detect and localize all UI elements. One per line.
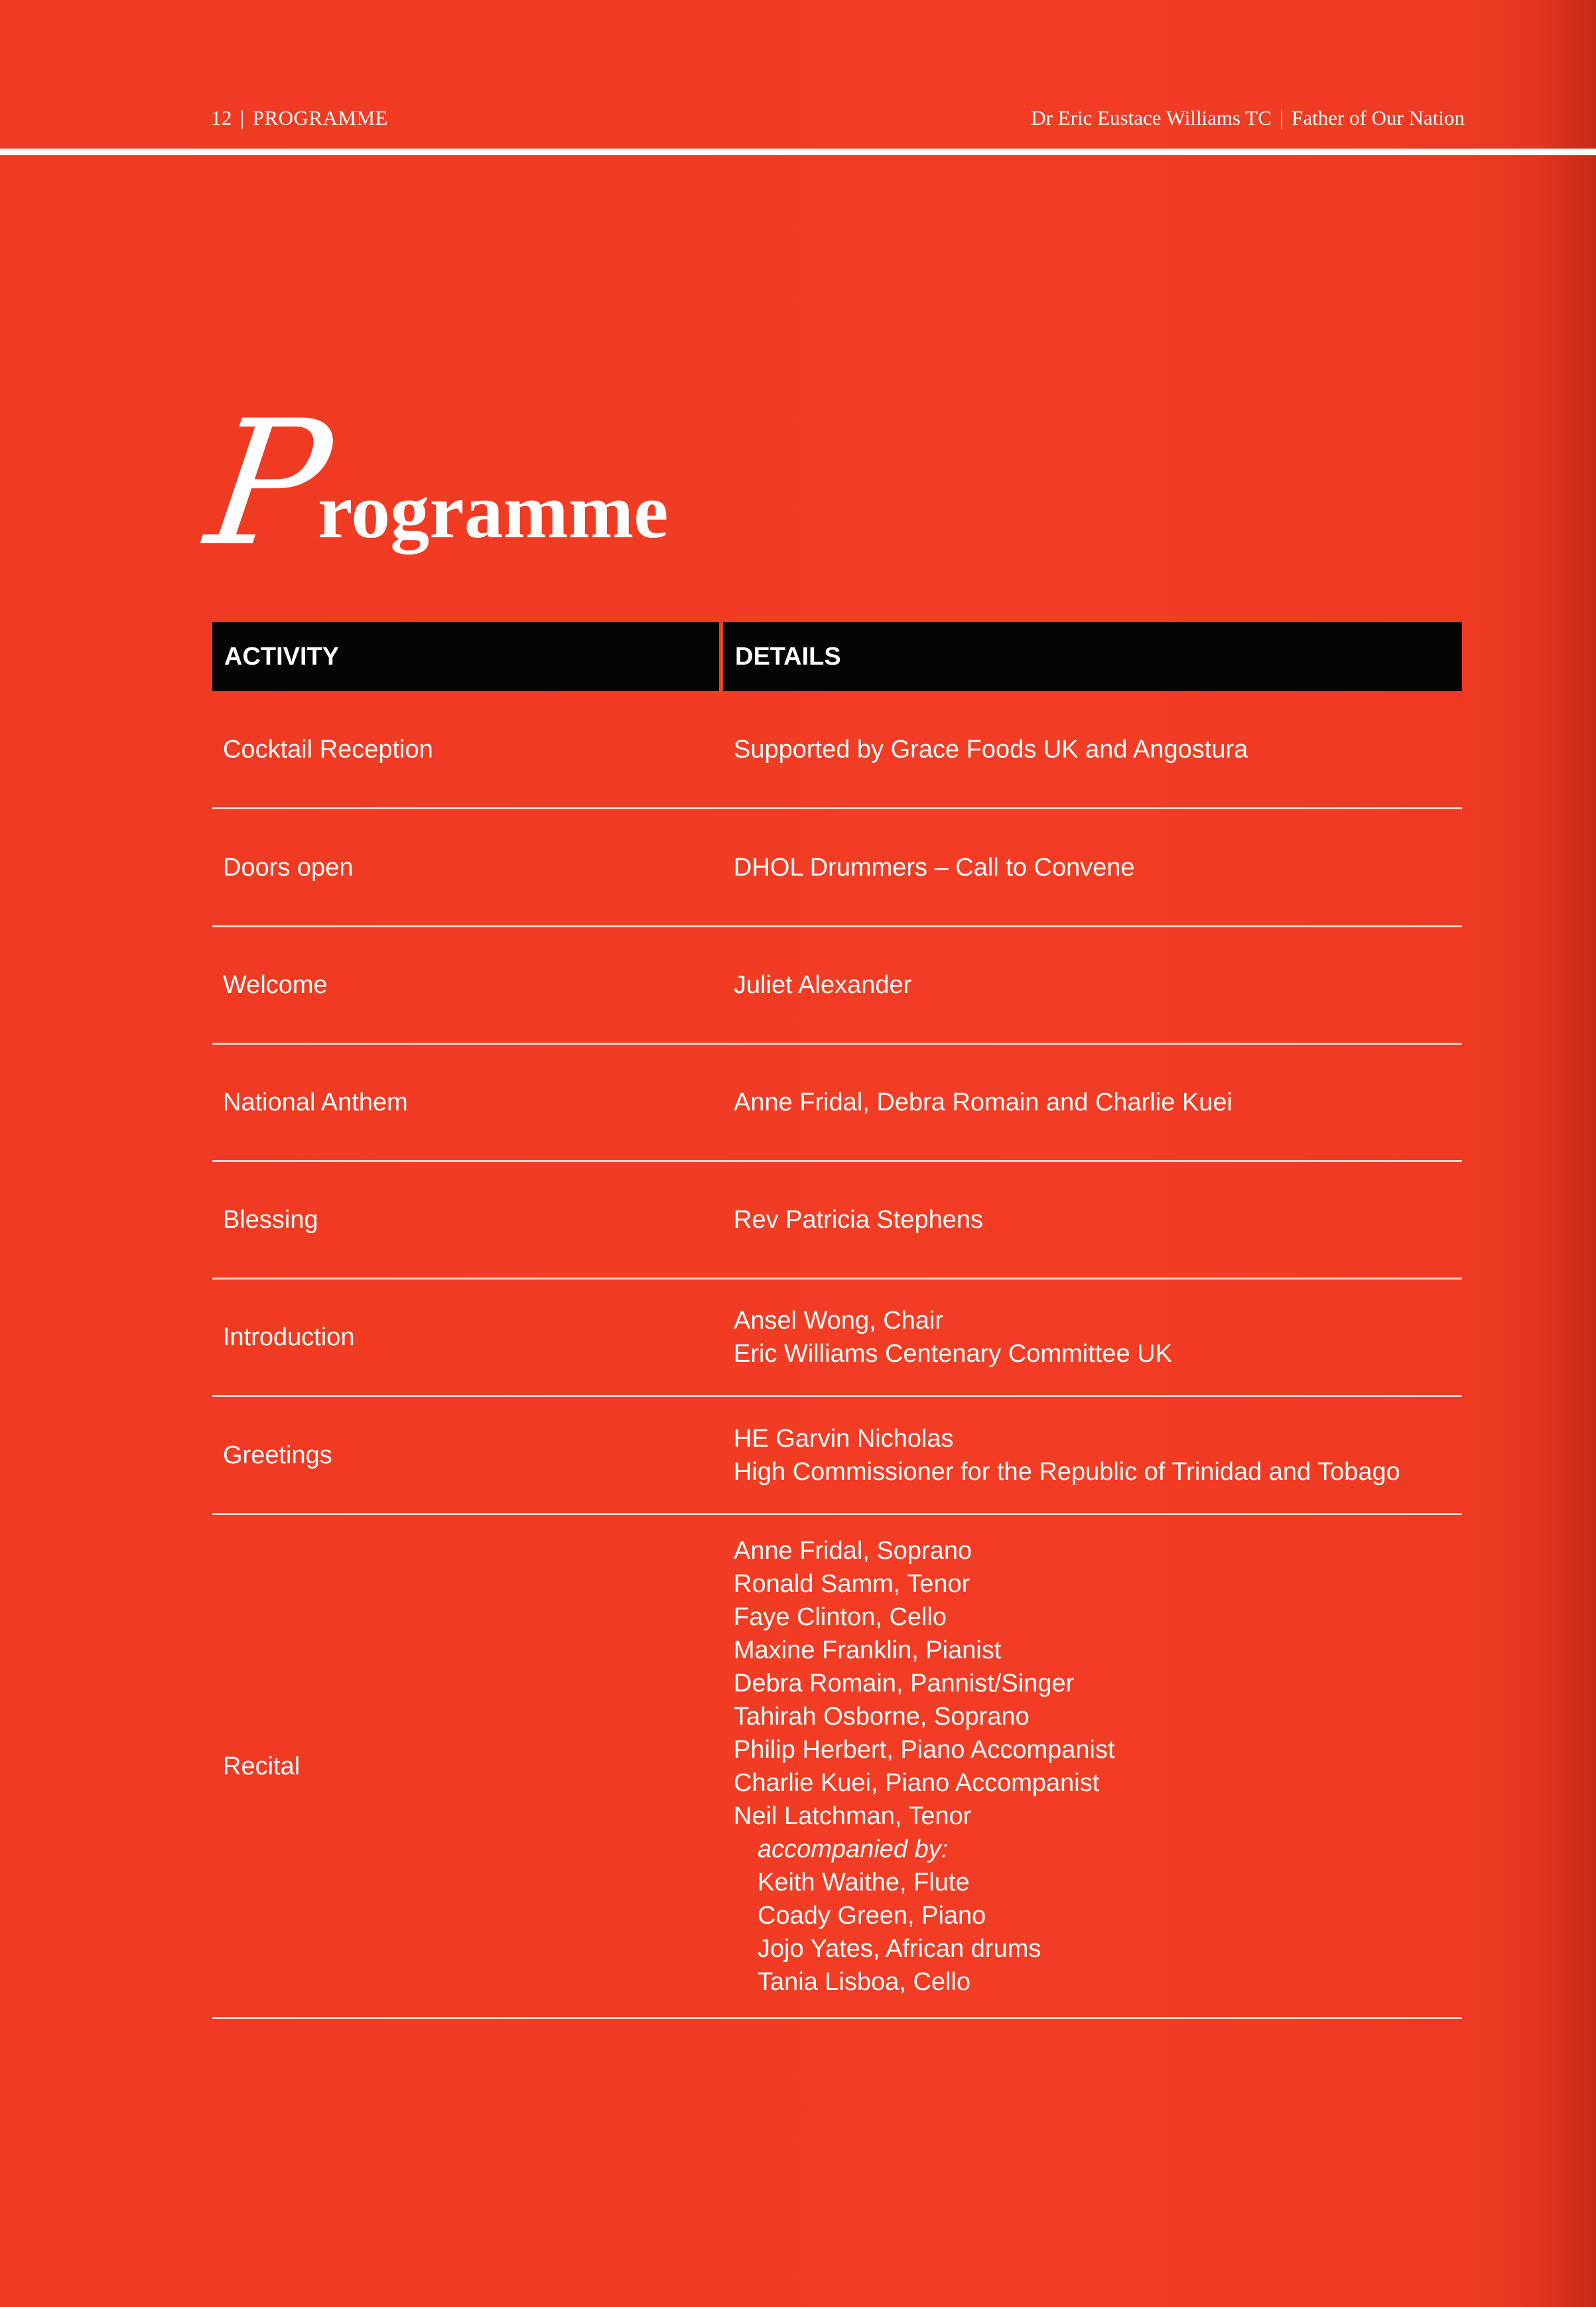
- header-activity: ACTIVITY: [212, 622, 719, 691]
- details-cell: [723, 1045, 1462, 1160]
- page-title: [196, 384, 669, 584]
- running-header-right: [1031, 106, 1465, 130]
- details-line: Supported by Grace Foods UK and Angostura: [734, 735, 1248, 763]
- table-row: [212, 1045, 1462, 1162]
- details-line: Faye Clinton, Cello: [734, 1603, 947, 1631]
- activity-cell: Introduction: [223, 1323, 355, 1351]
- details-line: High Commissioner for the Republic of Trinidad and Tobago: [734, 1457, 1400, 1486]
- details-cell: [723, 691, 1462, 807]
- details-line: Anne Fridal, Soprano: [734, 1536, 972, 1565]
- table-row: [212, 1162, 1462, 1280]
- activity-cell: Cocktail Reception: [223, 735, 433, 763]
- running-header-left: [211, 106, 388, 130]
- activity-cell: Doors open: [223, 853, 354, 882]
- activity-cell: National Anthem: [223, 1088, 408, 1116]
- header-separator-right: |: [1279, 106, 1284, 129]
- details-line: accompanied by:: [758, 1835, 949, 1863]
- table-row: [212, 691, 1462, 809]
- activity-cell: Recital: [223, 1752, 300, 1780]
- details-line: Rev Patricia Stephens: [734, 1206, 983, 1234]
- details-line: HE Garvin Nicholas: [734, 1424, 954, 1453]
- details-line: Tania Lisboa, Cello: [758, 1967, 971, 1996]
- details-line: Coady Green, Piano: [758, 1901, 986, 1930]
- programme-table: [212, 622, 1462, 2019]
- details-line: Ronald Samm, Tenor: [734, 1569, 970, 1598]
- activity-cell: Welcome: [223, 971, 328, 999]
- table-row: [212, 809, 1462, 927]
- table-row: [212, 1397, 1462, 1515]
- table-row: [212, 1280, 1462, 1397]
- details-cell: [723, 1515, 1462, 2017]
- details-line: Philip Herbert, Piano Accompanist: [734, 1735, 1115, 1764]
- details-line: Debra Romain, Pannist/Singer: [734, 1669, 1075, 1697]
- running-header: [211, 106, 1465, 139]
- details-line: Anne Fridal, Debra Romain and Charlie Kuei: [734, 1088, 1232, 1116]
- details-line: Maxine Franklin, Pianist: [734, 1636, 1002, 1664]
- details-line: Eric Williams Centenary Committee UK: [734, 1340, 1172, 1368]
- table-header: [212, 622, 1462, 691]
- details-cell: [723, 1397, 1462, 1513]
- table-body: [212, 691, 1462, 2019]
- activity-cell: Greetings: [223, 1441, 332, 1469]
- header-rule: [0, 149, 1596, 155]
- details-line: DHOL Drummers – Call to Convene: [734, 853, 1135, 882]
- details-line: Neil Latchman, Tenor: [734, 1802, 972, 1830]
- publication-title: Dr Eric Eustace Williams TC: [1031, 106, 1272, 129]
- publication-subtitle: Father of Our Nation: [1292, 106, 1465, 129]
- details-line: Keith Waithe, Flute: [758, 1868, 970, 1896]
- details-cell: [723, 809, 1462, 925]
- header-separator: |: [240, 106, 245, 129]
- page-number: 12: [211, 106, 232, 129]
- title-initial: P: [196, 384, 342, 584]
- details-line: Juliet Alexander: [734, 971, 912, 999]
- table-row: [212, 927, 1462, 1045]
- title-rest: rogramme: [317, 468, 669, 555]
- table-row: [212, 1515, 1462, 2019]
- details-line: Tahirah Osborne, Soprano: [734, 1702, 1030, 1731]
- page-edge-shadow: [1536, 0, 1596, 2307]
- header-details: DETAILS: [723, 622, 1462, 691]
- details-cell: [723, 1162, 1462, 1278]
- activity-cell: Blessing: [223, 1206, 318, 1234]
- details-cell: [723, 1280, 1462, 1395]
- details-line: Jojo Yates, African drums: [758, 1934, 1041, 1963]
- section-name: PROGRAMME: [252, 106, 389, 129]
- details-line: Ansel Wong, Chair: [734, 1307, 944, 1335]
- details-line: Charlie Kuei, Piano Accompanist: [734, 1768, 1100, 1797]
- details-cell: [723, 927, 1462, 1043]
